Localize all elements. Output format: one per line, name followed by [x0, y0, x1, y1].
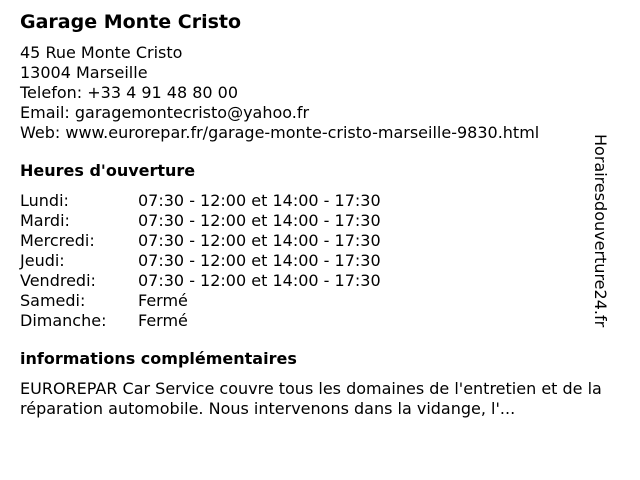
hours-row-monday — [20, 191, 381, 211]
opening-hours-title: Heures d'ouverture — [20, 161, 196, 180]
opening-hours-table — [20, 191, 381, 331]
address-street: 45 Rue Monte Cristo — [20, 43, 183, 62]
address-city: 13004 Marseille — [20, 63, 148, 82]
email-address: Email: garagemontecristo@yahoo.fr — [20, 103, 310, 122]
day-label: Mercredi: — [20, 231, 95, 250]
day-hours: Fermé — [138, 311, 188, 330]
site-watermark: Horairesdouverture24.fr — [591, 134, 610, 328]
hours-row-friday — [20, 271, 381, 291]
day-label: Lundi: — [20, 191, 69, 210]
additional-info-title: informations complémentaires — [20, 349, 297, 368]
hours-row-saturday — [20, 291, 381, 311]
day-hours: 07:30 - 12:00 et 14:00 - 17:30 — [138, 271, 381, 290]
hours-row-sunday — [20, 311, 381, 331]
day-hours: 07:30 - 12:00 et 14:00 - 17:30 — [138, 191, 381, 210]
hours-row-wednesday — [20, 231, 381, 251]
day-hours: 07:30 - 12:00 et 14:00 - 17:30 — [138, 231, 381, 250]
day-label: Jeudi: — [20, 251, 65, 270]
day-hours: Fermé — [138, 291, 188, 310]
day-label: Vendredi: — [20, 271, 96, 290]
garage-name: Garage Monte Cristo — [20, 11, 242, 33]
hours-row-thursday — [20, 251, 381, 271]
additional-info-text: EUROREPAR Car Service couvre tous les domaines de l'entretien et de la réparation automobile. Nous intervenons dans la vidange, l'... — [20, 379, 602, 418]
garage-info-card — [20, 10, 610, 419]
day-label: Samedi: — [20, 291, 86, 310]
website-url: Web: www.eurorepar.fr/garage-monte-cristo-marseille-9830.html — [20, 123, 540, 142]
phone-number: Telefon: +33 4 91 48 80 00 — [20, 83, 239, 102]
day-label: Dimanche: — [20, 311, 107, 330]
hours-row-tuesday — [20, 211, 381, 231]
day-label: Mardi: — [20, 211, 70, 230]
day-hours: 07:30 - 12:00 et 14:00 - 17:30 — [138, 211, 381, 230]
day-hours: 07:30 - 12:00 et 14:00 - 17:30 — [138, 251, 381, 270]
